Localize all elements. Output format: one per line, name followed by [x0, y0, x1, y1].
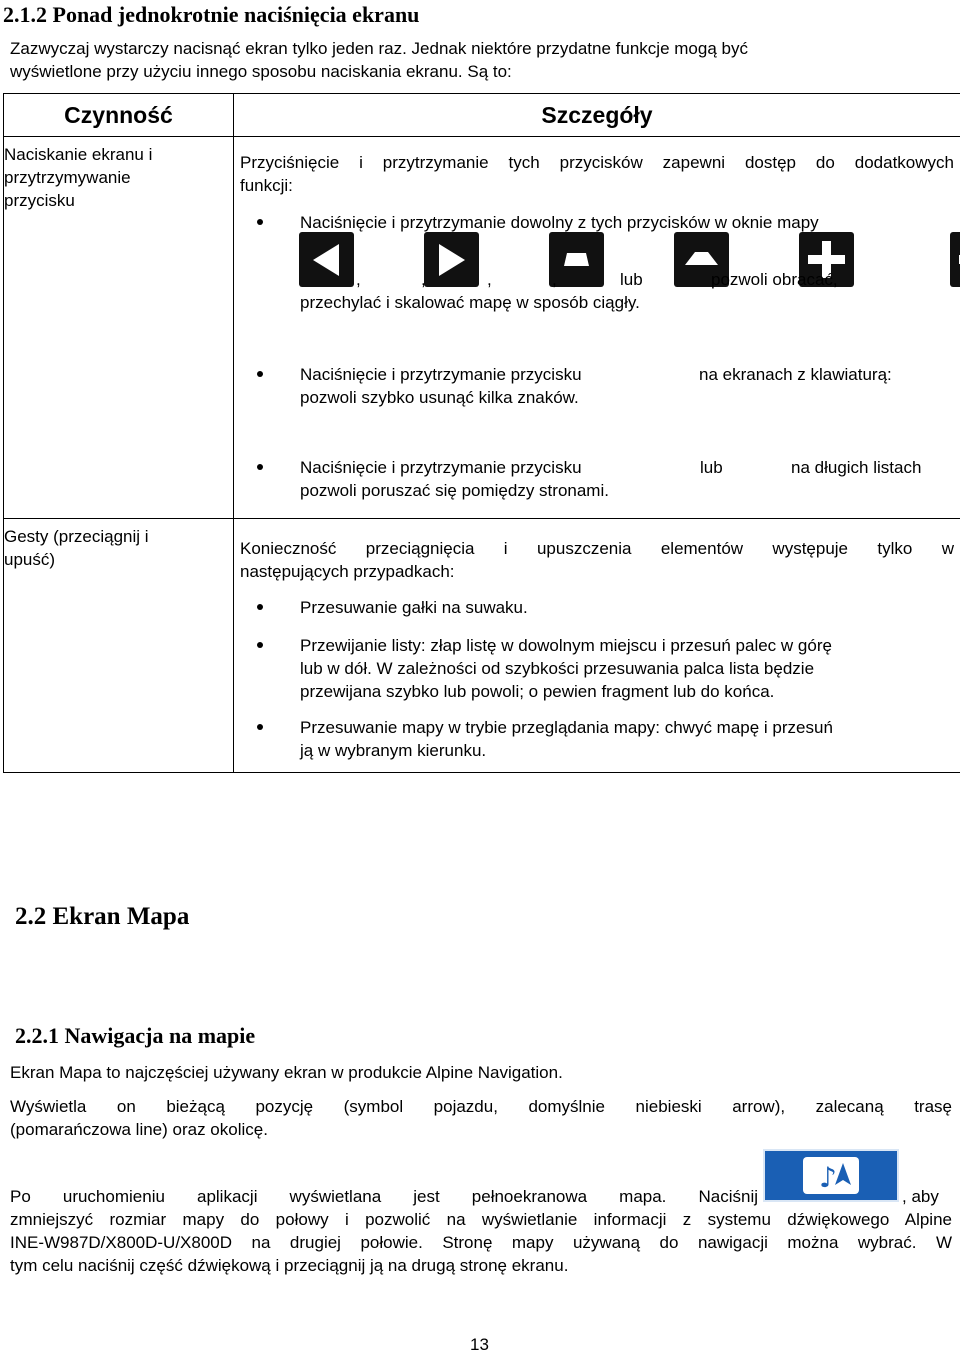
- row1-bullet1-line3: przechylać i skalować mapę w sposób ciągły.: [300, 291, 640, 314]
- row1-bullet2-before: Naciśnięcie i przytrzymanie przycisku: [300, 363, 582, 386]
- row1-bullet1-line1: Naciśnięcie i przytrzymanie dowolny z tych przycisków w oknie mapy: [300, 211, 819, 234]
- map-paragraph-2-line1: Wyświetla on bieżącą pozycję (symbol pojazdu, domyślnie niebieski arrow), zalecaną trasę: [10, 1095, 952, 1118]
- action-press-hold: Naciskanie ekranu i przytrzymywanie przycisku: [4, 137, 194, 212]
- svg-text:♪: ♪: [819, 1161, 837, 1194]
- row2-bullet1: Przesuwanie gałki na suwaku.: [300, 596, 528, 619]
- row2-bullet2-line3: przewijana szybko lub powoli; o pewien fragment lub do końca.: [300, 680, 774, 703]
- row2-bullet3-line1: Przesuwanie mapy w trybie przeglądania mapy: chwyć mapę i przesuń: [300, 716, 833, 739]
- section-heading-2-2-1: 2.2.1 Nawigacja na mapie: [15, 1022, 255, 1050]
- row1-bullet3-after: na długich listach: [791, 456, 921, 479]
- or-label: lub: [620, 268, 643, 291]
- row1-bullet3-line2: pozwoli poruszać się pomiędzy stronami.: [300, 479, 609, 502]
- bullet: [257, 724, 263, 730]
- separator-comma: ,: [421, 268, 426, 291]
- tilt-up-button-icon[interactable]: [549, 232, 604, 287]
- row2-bullet3-line2: ją w wybranym kierunku.: [300, 739, 486, 762]
- audio-split-button-icon[interactable]: [763, 1149, 899, 1202]
- section-heading-2-2: 2.2 Ekran Mapa: [15, 902, 189, 932]
- row1-intro-line-1: Przyciśnięcie i przytrzymanie tych przycisków zapewni dostęp do dodatkowych: [240, 151, 954, 174]
- action-cell-drag-drop: [4, 519, 234, 773]
- separator-comma: ,: [487, 268, 492, 291]
- row1-intro-line-2: funkcji:: [240, 174, 293, 197]
- bullet: [257, 642, 263, 648]
- map-paragraph-2-line2: (pomarańczowa line) oraz okolicę.: [10, 1118, 268, 1141]
- page-number: 13: [470, 1333, 489, 1356]
- map-paragraph-3-line2: zmniejszyć rozmiar mapy do połowy i pozwolić na wyświetlanie informacji z systemu dźwiękowego Alpine: [10, 1208, 952, 1231]
- rotate-left-button-icon[interactable]: [299, 232, 354, 287]
- column-header-action: Czynność: [4, 94, 234, 137]
- bullet: [257, 371, 263, 377]
- map-paragraph-1: Ekran Mapa to najczęściej używany ekran w produkcie Alpine Navigation.: [10, 1061, 563, 1084]
- row1-bullet1-after: pozwoli obracać,: [711, 268, 838, 291]
- bullet: [257, 464, 263, 470]
- map-paragraph-3-line1-after: , aby: [902, 1185, 939, 1208]
- or-label: lub: [700, 456, 723, 479]
- map-paragraph-3-line1: Po uruchomieniu aplikacji wyświetlana jest pełnoekranowa mapa. Naciśnij: [10, 1185, 758, 1208]
- row2-bullet2-line1: Przewijanie listy: złap listę w dowolnym miejscu i przesuń palec w górę: [300, 634, 832, 657]
- map-paragraph-3-line3: INE-W987D/X800D-U/X800D na drugiej połowie. Stronę mapy używaną do nawigacji można wybrać. W: [10, 1231, 952, 1254]
- action-drag-drop: Gesty (przeciągnij i upuść): [4, 519, 194, 571]
- row2-intro-line-1: Konieczność przeciągnięcia i upuszczenia elementów występuje tylko w: [240, 537, 954, 560]
- row1-bullet2-line2: pozwoli szybko usunąć kilka znaków.: [300, 386, 579, 409]
- intro-line-1: Zazwyczaj wystarczy nacisnąć ekran tylko jeden raz. Jednak niektóre przydatne funkcje mogą być: [10, 37, 952, 60]
- column-header-details: Szczegóły: [234, 94, 960, 137]
- row1-bullet3-before: Naciśnięcie i przytrzymanie przycisku: [300, 456, 582, 479]
- zoom-out-button-icon[interactable]: [950, 232, 960, 287]
- action-cell-press-hold: [4, 137, 234, 519]
- intro-line-2: wyświetlone przy użyciu innego sposobu naciskania ekranu. Są to:: [10, 60, 512, 83]
- section-heading-2-1-2: 2.1.2 Ponad jednokrotnie naciśnięcia ekranu: [3, 2, 419, 28]
- rotate-right-button-icon[interactable]: [424, 232, 479, 287]
- row2-bullet2-line2: lub w dół. W zależności od szybkości przesuwania palca lista będzie: [300, 657, 814, 680]
- map-paragraph-3-line4: tym celu naciśnij część dźwiękową i przeciągnij ją na drugą stronę ekranu.: [10, 1254, 568, 1277]
- bullet: [257, 604, 263, 610]
- separator-comma: ,: [552, 268, 557, 291]
- bullet: [257, 219, 263, 225]
- row1-bullet2-after: na ekranach z klawiaturą:: [699, 363, 892, 386]
- row2-intro-line-2: następujących przypadkach:: [240, 560, 455, 583]
- separator-comma: ,: [356, 268, 361, 291]
